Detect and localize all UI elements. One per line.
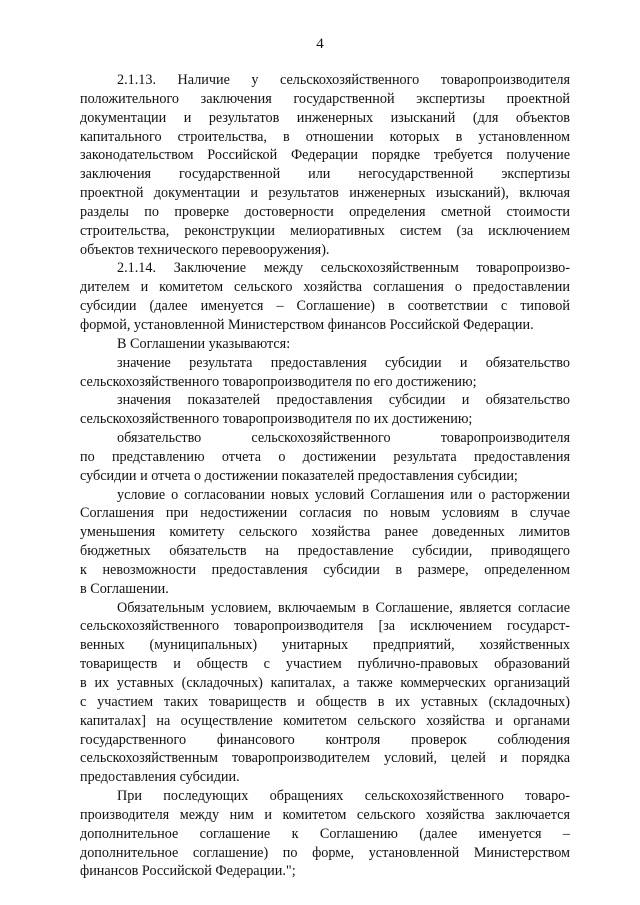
text-line: в их уставных (складочных) капиталах, а также коммерческих организаций	[80, 675, 570, 691]
text-line: 2.1.13. Наличие у сельскохозяйственного товаропроизводителя	[117, 72, 570, 88]
text-line: Соглашения при недостижении согласия по новым условиям в случае	[80, 505, 570, 522]
text-line: дополнительное соглашение) по форме, установленной Министерством	[80, 844, 570, 861]
paragraph	[80, 71, 570, 259]
text-line: к невозможности предоставления субсидии в размере, определенном	[80, 561, 570, 578]
paragraph	[80, 391, 570, 429]
text-line: субсидии и отчета о достижении показателей предоставления субсидии;	[80, 467, 518, 484]
text-line: законодательством Российской Федерации порядке требуется получение	[80, 147, 570, 164]
text-line: производителя между ним и комитетом сельского хозяйства заключается	[80, 806, 570, 823]
text-line: по представлению отчета о достижении результата предоставления	[80, 448, 570, 465]
paragraph	[80, 486, 570, 599]
text-line: значение результата предоставления субсидии и обязательство	[117, 354, 570, 371]
document-body	[80, 71, 570, 881]
text-line: дителем и комитетом сельского хозяйства соглашения о предоставлении	[80, 279, 570, 296]
text-line: сельскохозяйственного товаропроизводителя [за исключением государст-	[80, 618, 570, 635]
text-line: строительства, реконструкции мелиоративных систем (за исключением	[80, 222, 570, 239]
paragraph	[80, 354, 570, 392]
text-line: условие о согласовании новых условий Соглашения или о расторжении	[117, 486, 570, 503]
text-line: В Соглашении указываются:	[117, 335, 291, 352]
text-line: венных (муниципальных) унитарных предприятий, хозяйственных	[80, 637, 570, 654]
text-line: сельскохозяйственного товаропроизводителя по его достижению;	[80, 373, 477, 390]
text-line: уменьшения комитету сельского хозяйства ранее доведенных лимитов	[80, 524, 570, 541]
paragraph	[80, 429, 570, 486]
text-line: в Соглашении.	[80, 580, 169, 597]
text-line: предоставления субсидии.	[80, 769, 240, 786]
text-line: капитального строительства, в отношении которых в установленном	[80, 128, 570, 145]
text-line: сельскохозяйственного товаропроизводителя по их достижению;	[80, 411, 473, 428]
text-line: формой, установленной Министерством финансов Российской Федерации.	[80, 316, 534, 333]
paragraph	[80, 787, 570, 881]
text-line: капиталах] на осуществление комитетом сельского хозяйства и органами	[80, 712, 570, 729]
text-line: Обязательным условием, включаемым в Соглашение, является согласие	[117, 599, 570, 616]
text-line: финансов Российской Федерации.";	[80, 863, 296, 880]
text-line: государственного финансового контроля проверок соблюдения	[80, 731, 570, 748]
paragraph	[80, 335, 570, 354]
text-line: бюджетных обязательств на предоставление субсидии, приводящего	[80, 543, 570, 560]
text-line: сельскохозяйственным товаропроизводителем условий, целей и порядка	[80, 750, 570, 767]
text-line: проектной документации и результатов инженерных изысканий), включая	[80, 185, 570, 202]
page-number: 4	[316, 36, 324, 52]
text-line: положительного заключения государственной экспертизы проектной	[80, 90, 570, 107]
text-line: значения показателей предоставления субсидии и обязательство	[117, 392, 570, 409]
text-line: документации и результатов инженерных изысканий (для объектов	[80, 109, 570, 126]
text-line: с участием таких товариществ и обществ в их уставных (складочных)	[80, 693, 570, 710]
text-line: дополнительное соглашение к Соглашению (далее именуется –	[80, 825, 570, 842]
text-line: заключения государственной или негосударственной экспертизы	[80, 166, 570, 183]
text-line: объектов технического перевооружения).	[80, 241, 330, 258]
text-line: 2.1.14. Заключение между сельскохозяйственным товаропроизво-	[117, 260, 570, 277]
text-line: При последующих обращениях сельскохозяйственного товаро-	[117, 788, 570, 805]
text-line: субсидии (далее именуется – Соглашение) в соответствии с типовой	[80, 298, 570, 315]
paragraph	[80, 259, 570, 334]
paragraph	[80, 599, 570, 787]
text-line: обязательство сельскохозяйственного товаропроизводителя	[117, 430, 570, 447]
text-line: разделы по проверке достоверности определения сметной стоимости	[80, 203, 570, 220]
text-line: товариществ и обществ с участием публично-правовых образований	[80, 656, 570, 673]
